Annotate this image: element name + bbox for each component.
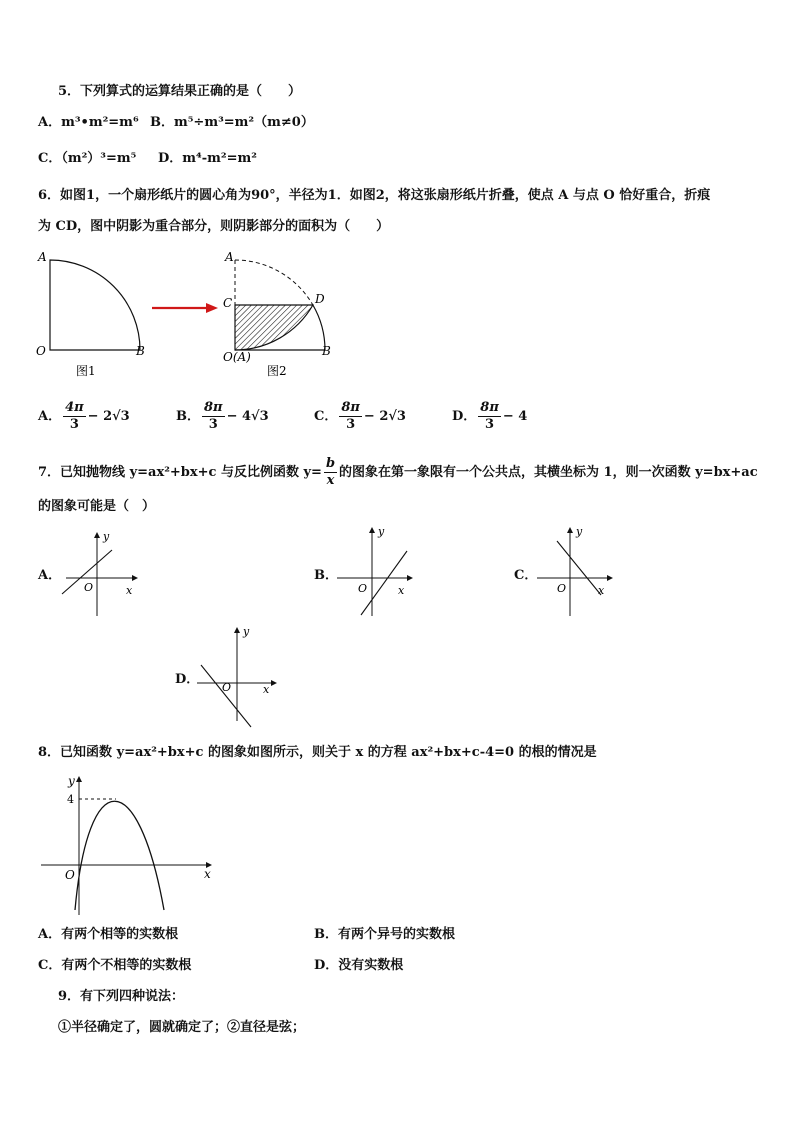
q8-option-c: C．有两个不相等的实数根 [38, 958, 192, 973]
q8-option-a: A．有两个相等的实数根 [38, 927, 179, 942]
fig1-caption: 图1 [76, 364, 96, 378]
fig2-label-a: A [225, 250, 234, 264]
svg-text:4: 4 [67, 793, 74, 806]
q7-option-c-letter: C． [514, 568, 538, 583]
fig1-label-o: O [36, 344, 46, 358]
q7-option-d-letter: D． [175, 672, 200, 687]
fig2-label-d: D [315, 292, 325, 306]
fig2-dashed-arc [235, 260, 313, 305]
svg-text:x: x [126, 584, 133, 597]
q6-figure-1 [30, 245, 160, 380]
svg-text:O: O [557, 582, 567, 595]
svg-text:O: O [65, 868, 75, 882]
q7-graph-a [60, 528, 140, 620]
fig1-label-b: B [136, 344, 145, 358]
q7-graph-b [335, 523, 415, 620]
q7-stem-line1: 7．已知抛物线 y=ax²+bx+c 与反比例函数 y= $\frac{b}{x}$ 的图象在第一象限有一个公共点，其横坐标为 1，则一次函数 y=bx+ac [38, 456, 758, 488]
q7-line-d [201, 665, 251, 727]
q8-stem: 8．已知函数 y=ax²+bx+c 的图象如图所示，则关于 x 的方程 ax²+bx+c-4=0 的根的情况是 [38, 745, 597, 760]
arrow-right-icon [150, 300, 220, 316]
fig2-label-c: C [223, 296, 233, 310]
q8-parabola [75, 801, 164, 910]
q5-option-d: D．m⁴-m²=m² [158, 151, 257, 166]
fig1-label-a: A [38, 250, 47, 264]
q5-option-c: C．（m²）³=m⁵ [38, 151, 137, 166]
fig1-sector [50, 260, 140, 350]
svg-text:y: y [378, 525, 385, 538]
svg-text:x: x [598, 584, 605, 597]
svg-text:O: O [358, 582, 368, 595]
q8-option-b: B．有两个异号的实数根 [314, 927, 455, 942]
fig2-label-oa: O(A) [223, 350, 251, 364]
q6-option-d: D． $\frac{8\pi}{3}$ − 4 [452, 400, 528, 432]
q9-stem: 9．有下列四种说法： [58, 989, 185, 1004]
q7-option-a-letter: A． [38, 568, 62, 583]
q6-option-b: B． $\frac{8\pi}{3}$ − 4√3 [176, 400, 269, 432]
svg-text:y: y [576, 525, 583, 538]
q8-option-d: D．没有实数根 [314, 958, 404, 973]
q5-option-b: B．m⁵÷m³=m²（m≠0） [150, 115, 314, 130]
svg-text:y: y [243, 625, 250, 638]
svg-text:O: O [222, 681, 232, 694]
q5-stem: 5．下列算式的运算结果正确的是（ ） [58, 84, 302, 99]
q8-graph [38, 770, 218, 920]
svg-text:x: x [263, 683, 270, 696]
q7-graph-c [535, 523, 615, 620]
fig2-caption: 图2 [267, 364, 287, 378]
q9-line1: ①半径确定了，圆就确定了；②直径是弦； [58, 1020, 306, 1035]
fig2-shaded-region [235, 305, 313, 350]
q7-option-b-letter: B． [314, 568, 338, 583]
q7-line-b [361, 551, 407, 615]
q6-stem-line1: 6．如图1，一个扇形纸片的圆心角为90°，半径为1．如图2，将这张扇形纸片折叠，使点 A 与点 O 恰好重合，折痕 [38, 188, 711, 203]
q6-option-c: C． $\frac{8\pi}{3}$ − 2√3 [314, 400, 406, 432]
svg-text:x: x [204, 867, 211, 881]
q5-option-a: A．m³•m²=m⁶ [38, 115, 139, 130]
fig2-label-b: B [322, 344, 331, 358]
svg-text:y: y [103, 530, 110, 543]
q6-figure-2 [215, 245, 345, 380]
svg-text:y: y [68, 774, 75, 788]
svg-text:x: x [398, 584, 405, 597]
svg-text:O: O [84, 581, 94, 594]
q7-graph-d [195, 623, 280, 728]
q6-stem-line2: 为 CD，图中阴影为重合部分，则阴影部分的面积为（ ） [38, 219, 390, 234]
q6-option-a: A． $\frac{4\pi}{3}$ − 2√3 [38, 400, 130, 432]
q7-stem-line2: 的图象可能是（ ） [38, 499, 156, 514]
